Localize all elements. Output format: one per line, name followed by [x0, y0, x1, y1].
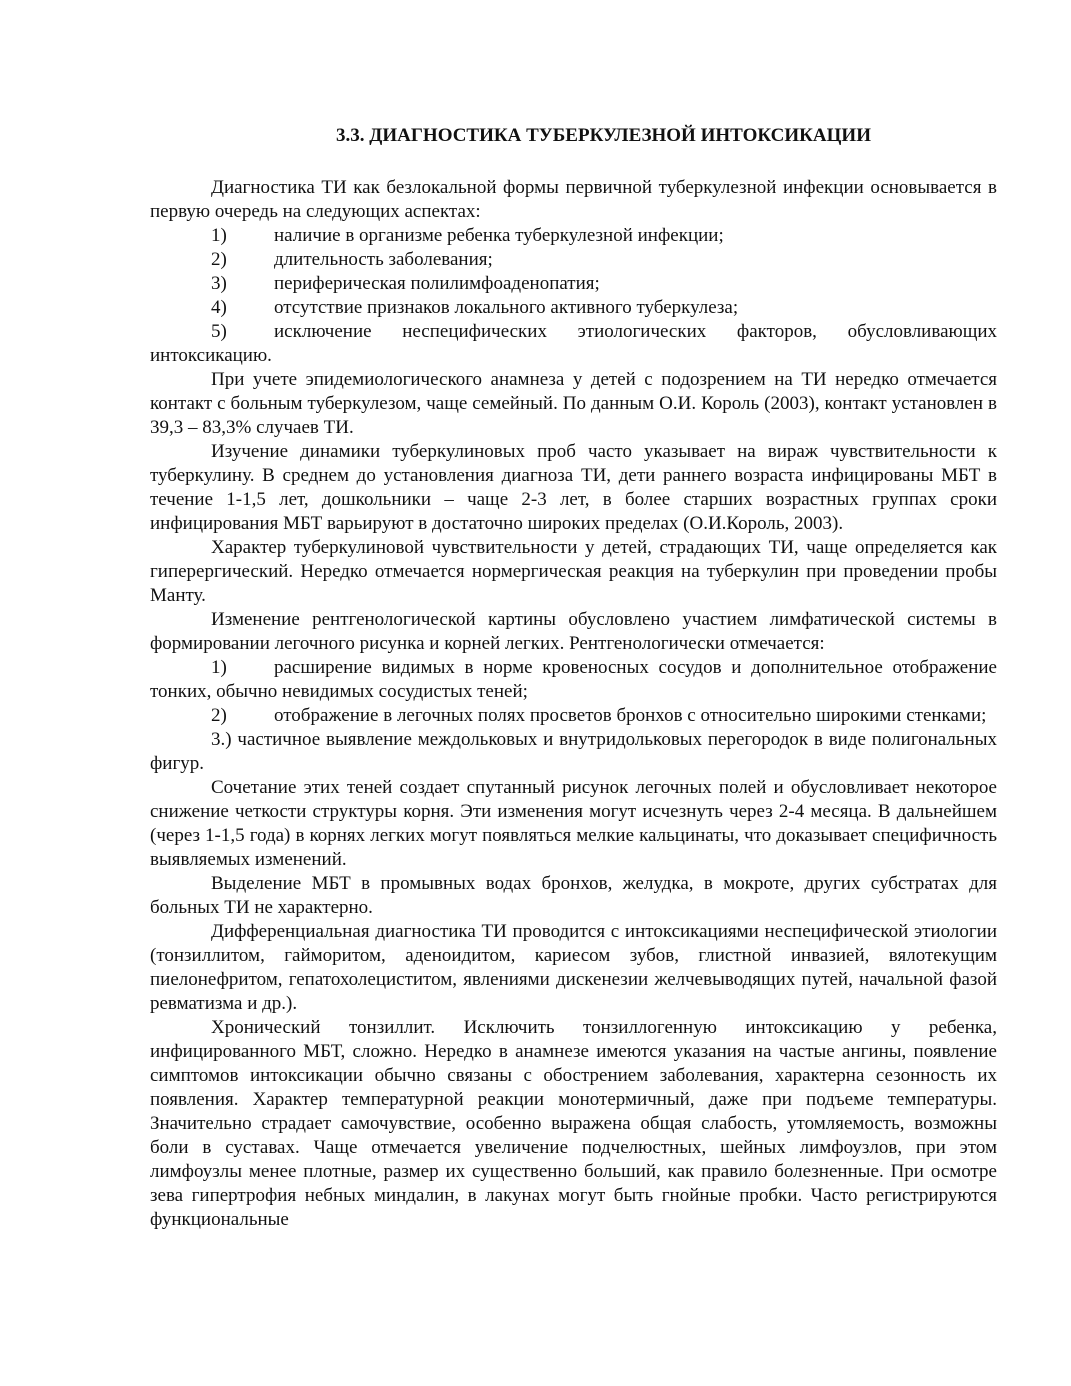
dynamics-paragraph: Изучение динамики туберкулиновых проб часто указывает на вираж чувствительности к туберкулину. В среднем до установления диагноза ТИ, дети раннего возраста инфицированы МБТ в течение 1-1,5 лет, дошкольники – чаще 2-3 лет, в более старших возрастных группах сроки инфицирования МБТ варьируют в достаточно широких пределах (О.И.Король, 2003).	[150, 441, 997, 534]
anamnesis-paragraph: При учете эпидемиологического анамнеза у детей с подозрением на ТИ нередко отмечается контакт с больным туберкулезом, чаще семейный. По данным О.И. Король (2003), контакт установлен в 39,3 – 83,3% случаев ТИ.	[150, 369, 997, 438]
xray-item-number: 2)	[211, 705, 227, 726]
xray-paragraph: Изменение рентгенологической картины обусловлено участием лимфатической системы в формировании легочного рисунка и корней легких. Рентгенологически отмечается:	[150, 609, 997, 654]
section-title: 3.3. ДИАГНОСТИКА ТУБЕРКУЛЕЗНОЙ ИНТОКСИКАЦИИ	[336, 125, 871, 146]
aspect-number: 3)	[211, 273, 227, 294]
differential-paragraph: Дифференциальная диагностика ТИ проводится с интоксикациями неспецифической этиологии (тонзиллитом, гайморитом, аденоидитом, кариесом зубов, глистной инвазией, вялотекущим пиелонефритом, гепатохолециститом, явлениями дискенезии желчевыводящих путей, начальной фазой ревматизма и др.).	[150, 921, 997, 1014]
xray-item-number: 1)	[211, 657, 227, 678]
combination-paragraph: Сочетание этих теней создает спутанный рисунок легочных полей и обусловливает некоторое снижение четкости структуры корня. Эти изменения могут исчезнуть через 2-4 месяца. В дальнейшем (через 1-1,5 года) в корнях легких могут появляться мелкие кальцинаты, что доказывает специфичность выявляемых изменений.	[150, 777, 997, 870]
aspect-item-1	[150, 224, 997, 248]
xray-item-1	[150, 656, 997, 704]
aspect-number: 1)	[211, 225, 227, 246]
aspect-text: исключение неспецифических этиологических факторов, обусловливающих интоксикацию.	[150, 321, 997, 366]
tonsillitis-paragraph: Хронический тонзиллит. Исключить тонзиллогенную интоксикацию у ребенка, инфицированного МБТ, сложно. Нередко в анамнезе имеются указания на частые ангины, появление симптомов интоксикации обычно связаны с обострением заболевания, характерна сезонность их появления. Характер температурной реакции монотермичный, даже при подъеме температуры. Значительно страдает самочувствие, особенно выражена общая слабость, утомляемость, возможны боли в суставах. Чаще отмечается увеличение подчелюстных, шейных лимфоузлов, при этом лимфоузлы менее плотные, размер их существенно больший, как правило болезненные. При осмотре зева гипертрофия небных миндалин, в лакунах могут быть гнойные пробки. Часто регистрируются функциональные	[150, 1017, 997, 1230]
aspect-number: 5)	[211, 321, 227, 342]
aspect-item-5	[150, 320, 997, 368]
xray-item-text: отображение в легочных полях просветов бронхов с относительно широкими стенками;	[274, 705, 987, 726]
xray-item-2	[150, 704, 997, 728]
xray-item-text: расширение видимых в норме кровеносных сосудов и дополнительное отображение тонких, обычно невидимых сосудистых теней;	[150, 657, 997, 702]
aspect-item-2	[150, 248, 997, 272]
aspect-text: периферическая полилимфоаденопатия;	[274, 273, 600, 294]
aspect-text: наличие в организме ребенка туберкулезной инфекции;	[274, 225, 724, 246]
aspect-text: длительность заболевания;	[274, 249, 493, 270]
aspect-number: 4)	[211, 297, 227, 318]
aspect-item-4	[150, 296, 997, 320]
aspect-item-3	[150, 272, 997, 296]
sensitivity-paragraph: Характер туберкулиновой чувствительности у детей, страдающих ТИ, чаще определяется как гиперергический. Нередко отмечается нормергическая реакция на туберкулин при проведении пробы Манту.	[150, 537, 997, 606]
aspect-text: отсутствие признаков локального активного туберкулеза;	[274, 297, 739, 318]
mbt-paragraph: Выделение МБТ в промывных водах бронхов, желудка, в мокроте, других субстратах для больных ТИ не характерно.	[150, 873, 997, 918]
intro-paragraph: Диагностика ТИ как безлокальной формы первичной туберкулезной инфекции основывается в первую очередь на следующих аспектах:	[150, 177, 997, 222]
aspect-number: 2)	[211, 249, 227, 270]
xray-item-3: 3.) частичное выявление междольковых и внутридольковых перегородок в виде полигональных фигур.	[150, 729, 997, 774]
